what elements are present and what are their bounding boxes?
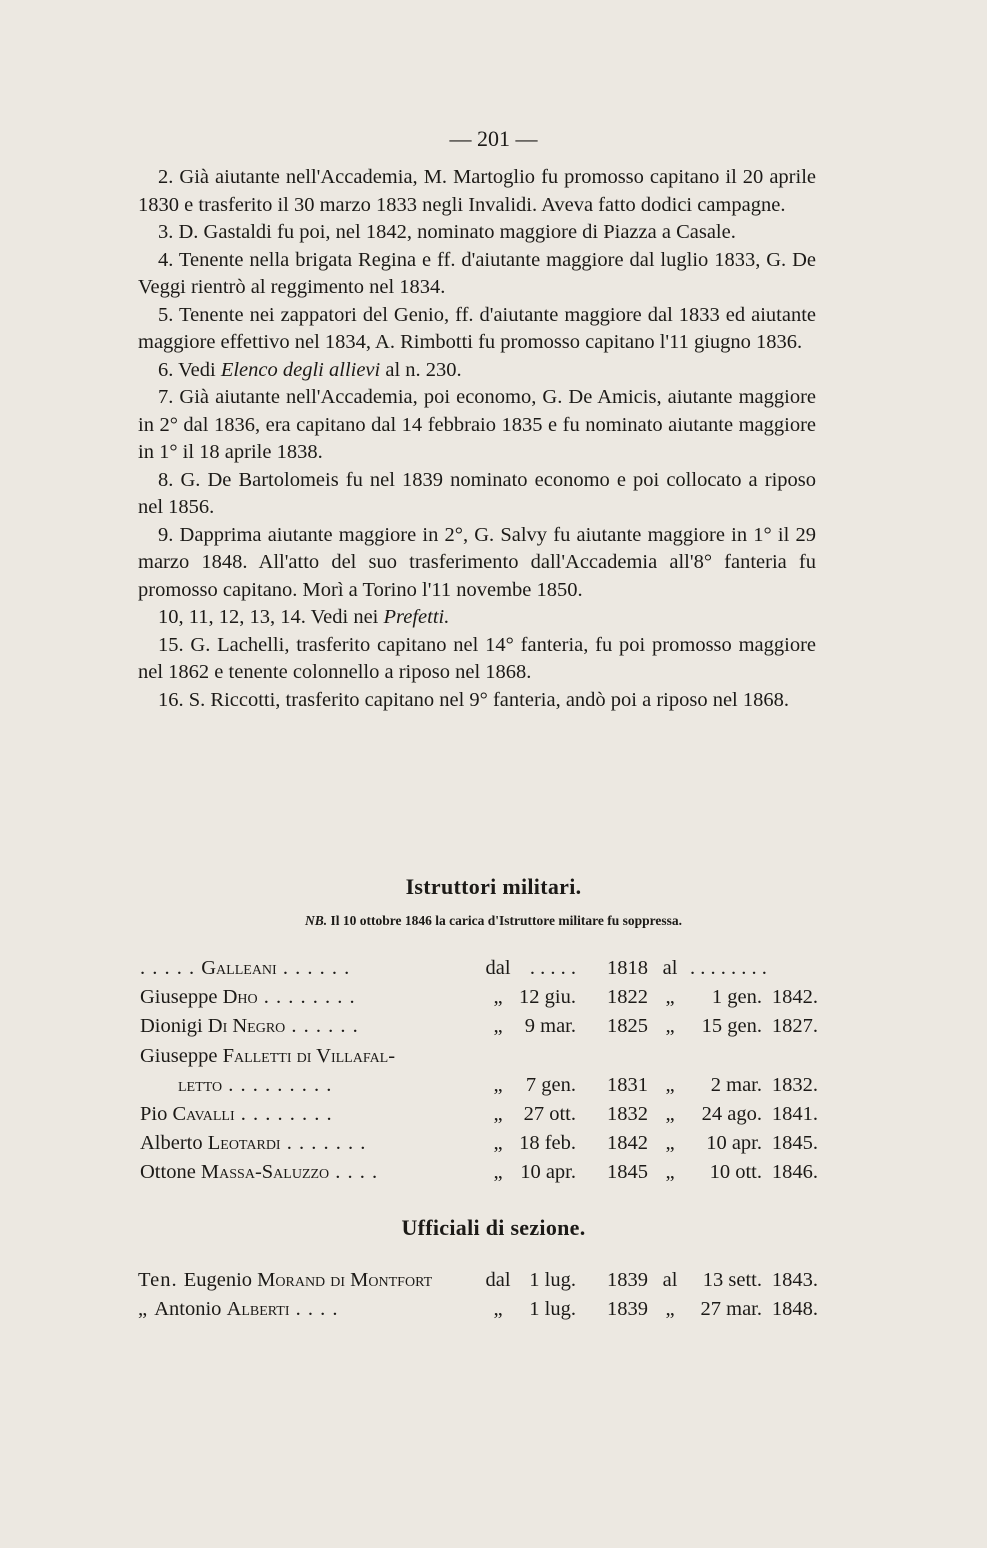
page-number: — 201 — bbox=[449, 126, 538, 151]
end-year: 1848. bbox=[771, 1298, 818, 1321]
start-day: 27 ott. bbox=[523, 1102, 576, 1125]
first-name: Dionigi bbox=[140, 1015, 208, 1038]
end-day: 10 apr. bbox=[706, 1132, 762, 1155]
to-label: „ bbox=[665, 1161, 675, 1184]
end-year: 1832. bbox=[771, 1073, 818, 1096]
first-name: Alberto bbox=[140, 1132, 208, 1155]
leader-dots: . . . . . . . . . bbox=[222, 1073, 333, 1096]
start-day: 10 apr. bbox=[520, 1161, 576, 1184]
to-label: „ bbox=[665, 986, 675, 1009]
note-10-prefix: 10, 11, 12, 13, 14. Vedi nei bbox=[158, 606, 384, 628]
end-day: . . . . . . . . bbox=[690, 957, 767, 979]
end-day: 1 gen. bbox=[711, 986, 762, 1009]
note-6-suffix: al n. 230. bbox=[380, 358, 462, 381]
note-15: 15. G. Lachelli, trasferito capitano nel 14° fanteria, fu poi promosso maggiore nel 1862 e tenente colonnello a riposo nel 1868. bbox=[138, 633, 816, 683]
footnotes bbox=[138, 164, 816, 714]
start-day: 7 gen. bbox=[525, 1073, 576, 1096]
nb-note bbox=[0, 913, 987, 929]
end-day: 13 sett. bbox=[702, 1269, 762, 1291]
surname: Massa-Saluzzo bbox=[200, 1161, 330, 1184]
start-year: 1839 bbox=[607, 1298, 648, 1321]
first-name: Ottone bbox=[140, 1161, 201, 1184]
start-day: 1 lug. bbox=[529, 1269, 576, 1291]
name-prefix: „ bbox=[138, 1298, 155, 1321]
start-day: . . . . . bbox=[529, 957, 576, 979]
to-label: „ bbox=[665, 1102, 675, 1125]
end-year: 1845. bbox=[771, 1132, 818, 1155]
person-name bbox=[140, 954, 350, 983]
start-day: 18 feb. bbox=[519, 1132, 576, 1155]
leader-dots: . . . . bbox=[289, 1298, 339, 1321]
surname: Leotardi bbox=[207, 1132, 281, 1155]
start-day: 9 mar. bbox=[524, 1015, 576, 1038]
istruttori-list bbox=[140, 954, 820, 1188]
note-4: 4. Tenente nella brigata Regina e ff. d'aiutante maggiore dal luglio 1833, G. De Veggi rientrò al reggimento nel 1834. bbox=[138, 248, 816, 298]
from-label: dal bbox=[485, 957, 511, 979]
surname: letto bbox=[178, 1073, 223, 1096]
roster-row bbox=[140, 1266, 820, 1295]
first-name: Giuseppe bbox=[140, 1044, 223, 1067]
to-label: „ bbox=[665, 1073, 675, 1096]
person-name bbox=[140, 1042, 395, 1071]
ufficiali-list bbox=[140, 1266, 820, 1324]
leader-dots: . . . . . . . . bbox=[234, 1102, 333, 1125]
start-day: 1 lug. bbox=[529, 1298, 576, 1321]
leader-dots: . . . . . . bbox=[285, 1015, 359, 1038]
from-label: „ bbox=[493, 986, 503, 1009]
person-name bbox=[138, 1266, 432, 1295]
to-label: al bbox=[662, 957, 678, 979]
from-label: „ bbox=[493, 1161, 503, 1184]
note-5: 5. Tenente nei zappatori del Genio, ff. d'aiutante maggiore dal 1833 ed aiutante maggiore effettivo nel 1834, A. Rimbotti fu promosso capitano l'11 giugno 1836. bbox=[138, 303, 816, 353]
surname: Cavalli bbox=[172, 1102, 235, 1125]
end-year: 1846. bbox=[771, 1161, 818, 1184]
note-16: 16. S. Riccotti, trasferito capitano nel 9° fanteria, andò poi a riposo nel 1868. bbox=[158, 688, 790, 711]
from-label: „ bbox=[493, 1073, 503, 1096]
person-name bbox=[140, 1100, 333, 1129]
note-3: 3. D. Gastaldi fu poi, nel 1842, nominato maggiore di Piazza a Casale. bbox=[158, 221, 736, 243]
leader-dots: . . . . . . . . bbox=[257, 986, 356, 1009]
end-year: 1841. bbox=[771, 1102, 818, 1125]
roster-row bbox=[140, 1295, 820, 1324]
nb-label: NB. bbox=[305, 913, 328, 928]
section-title-istruttori: Istruttori militari. bbox=[405, 874, 582, 899]
end-day: 2 mar. bbox=[710, 1073, 762, 1096]
surname: Morand di Montfort bbox=[257, 1269, 433, 1291]
end-day: 27 mar. bbox=[700, 1298, 762, 1321]
end-day: 15 gen. bbox=[701, 1015, 762, 1038]
end-year: 1827. bbox=[771, 1015, 818, 1038]
note-8: 8. G. De Bartolomeis fu nel 1839 nominato economo e poi collocato a riposo nel 1856. bbox=[138, 468, 816, 518]
to-label: al bbox=[662, 1269, 678, 1291]
leader-dots: . . . . bbox=[329, 1161, 379, 1184]
start-year: 1839 bbox=[607, 1269, 648, 1291]
roster-row bbox=[140, 1042, 820, 1071]
start-day: 12 giu. bbox=[519, 986, 576, 1009]
start-year: 1832 bbox=[607, 1102, 648, 1125]
person-name bbox=[140, 1158, 378, 1187]
roster-row bbox=[140, 1129, 820, 1158]
roster-row bbox=[140, 954, 820, 983]
start-year: 1842 bbox=[607, 1132, 648, 1155]
nb-text: Il 10 ottobre 1846 la carica d'Istruttore militare fu soppressa. bbox=[330, 913, 682, 928]
first-name: Antonio bbox=[154, 1298, 227, 1321]
from-label: dal bbox=[485, 1269, 511, 1291]
person-name bbox=[140, 983, 356, 1012]
person-name bbox=[138, 1295, 339, 1324]
person-name bbox=[140, 1071, 332, 1100]
note-9: 9. Dapprima aiutante maggiore in 2°, G. Salvy fu aiutante maggiore in 1° il 29 marzo 1848. All'atto del suo trasferimento dall'Accademia all'8° fanteria fu promosso capitano. Morì a Torino l'11 novembe 1850. bbox=[138, 523, 816, 601]
surname: Di Negro bbox=[207, 1015, 286, 1038]
roster-row bbox=[140, 983, 820, 1012]
end-year: 1843. bbox=[771, 1269, 818, 1291]
start-year: 1825 bbox=[607, 1015, 648, 1038]
end-year: 1842. bbox=[771, 986, 818, 1009]
from-label: „ bbox=[493, 1102, 503, 1125]
end-day: 24 ago. bbox=[701, 1102, 762, 1125]
surname: Falletti di Villafal- bbox=[222, 1044, 396, 1067]
roster-row bbox=[140, 1100, 820, 1129]
surname: Galleani bbox=[201, 957, 277, 979]
to-label: „ bbox=[665, 1132, 675, 1155]
first-name: Giuseppe bbox=[140, 986, 223, 1009]
from-label: „ bbox=[493, 1015, 503, 1038]
name-prefix: Ten. bbox=[138, 1269, 184, 1291]
first-name: Eugenio bbox=[183, 1269, 258, 1291]
from-label: „ bbox=[493, 1132, 503, 1155]
surname: Dho bbox=[222, 986, 258, 1009]
first-name: Pio bbox=[140, 1102, 173, 1125]
note-6 bbox=[138, 357, 816, 385]
start-year: 1845 bbox=[607, 1161, 648, 1184]
from-label: „ bbox=[493, 1298, 503, 1321]
roster-row bbox=[140, 1158, 820, 1187]
start-year: 1818 bbox=[607, 957, 648, 979]
start-year: 1822 bbox=[607, 986, 648, 1009]
roster-row bbox=[140, 1012, 820, 1041]
note-7: 7. Già aiutante nell'Accademia, poi economo, G. De Amicis, aiutante maggiore in 2° dal 1836, era capitano dal 14 febbraio 1835 e fu nominato aiutante maggiore in 1° il 18 aprile 1838. bbox=[138, 386, 816, 463]
end-day: 10 ott. bbox=[709, 1161, 762, 1184]
note-10-italic: Prefetti. bbox=[383, 606, 450, 628]
to-label: „ bbox=[665, 1298, 675, 1321]
start-year: 1831 bbox=[607, 1073, 648, 1096]
surname: Alberti bbox=[226, 1298, 290, 1321]
note-2: 2. Già aiutante nell'Accademia, M. Martoglio fu promosso capitano il 20 aprile 1830 e trasferito il 30 marzo 1833 negli Invalidi. Aveva fatto dodici campagne. bbox=[138, 166, 816, 216]
person-name bbox=[140, 1012, 359, 1041]
leader-dots: . . . . . . . bbox=[280, 1132, 367, 1155]
person-name bbox=[140, 1129, 366, 1158]
name-prefix: . . . . . bbox=[140, 957, 202, 979]
leader-dots: . . . . . . bbox=[276, 957, 351, 979]
note-6-prefix: 6. Vedi bbox=[158, 358, 221, 381]
to-label: „ bbox=[665, 1015, 675, 1038]
note-10-14 bbox=[138, 604, 816, 632]
note-6-italic: Elenco degli allievi bbox=[220, 358, 381, 381]
section-title-ufficiali: Ufficiali di sezione. bbox=[401, 1215, 586, 1240]
roster-row bbox=[140, 1071, 820, 1100]
